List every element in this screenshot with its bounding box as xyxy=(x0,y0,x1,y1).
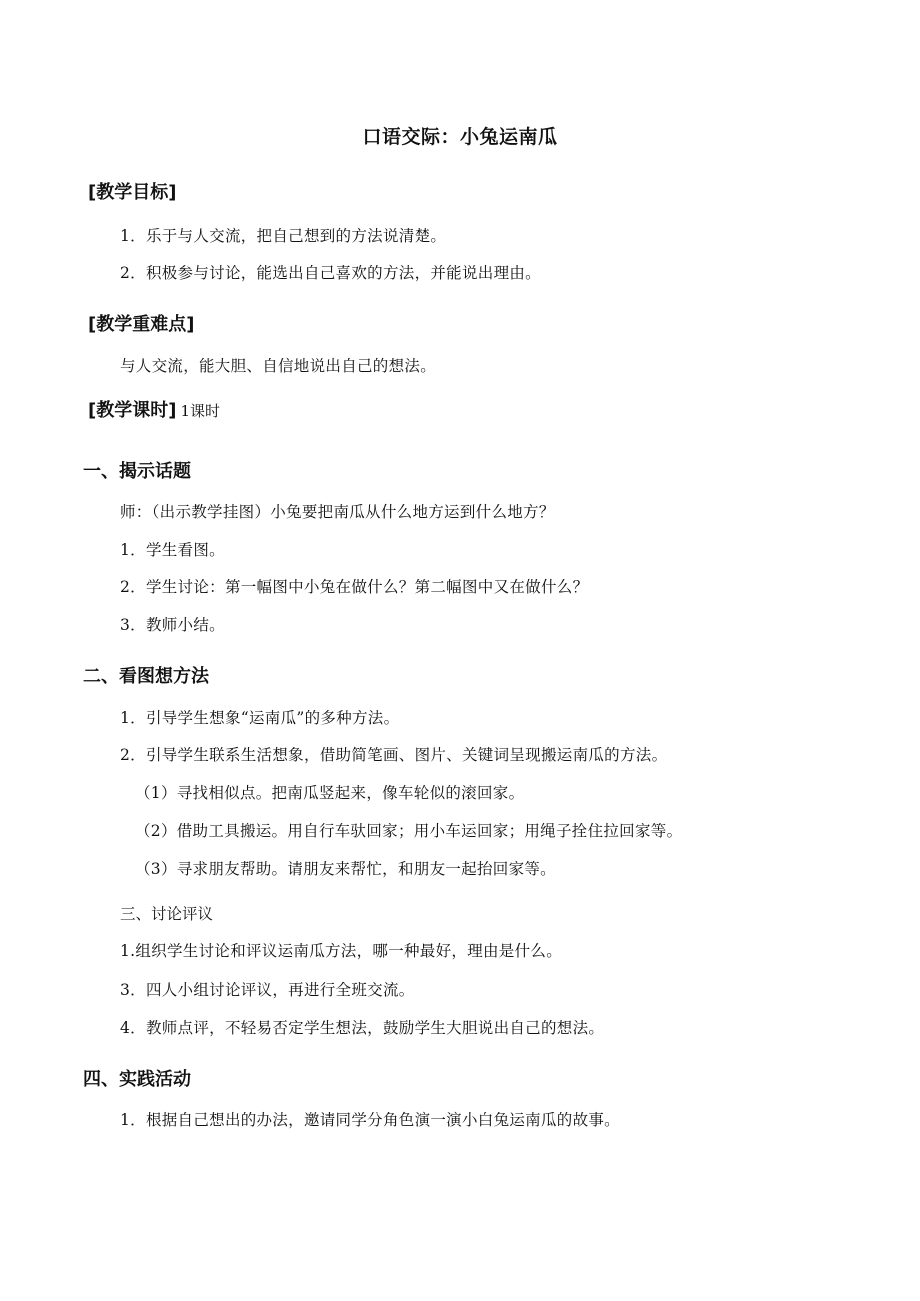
key-points-text: 与人交流，能大胆、自信地说出自己的想法。 xyxy=(120,357,437,375)
objective-item-1: 1．乐于与人交流，把自己想到的方法说清楚。 xyxy=(120,227,447,245)
section-2-item-1: 1．引导学生想象“运南瓜”的多种方法。 xyxy=(120,709,400,727)
section-3-item-3: 4．教师点评，不轻易否定学生想法，鼓励学生大胆说出自己的想法。 xyxy=(120,1019,605,1037)
section-3-item-1: 1.组织学生讨论和评议运南瓜方法，哪一种最好，理由是什么。 xyxy=(120,942,562,960)
section-2-subitem-2: （2）借助工具搬运。用自行车驮回家；用小车运回家；用绳子拴住拉回家等。 xyxy=(135,822,683,840)
section-2-subitem-1: （1）寻找相似点。把南瓜竖起来，像车轮似的滚回家。 xyxy=(135,784,525,802)
hours-value: 1课时 xyxy=(180,402,220,420)
section-1-heading: 一、揭示话题 xyxy=(83,461,191,482)
hours-row xyxy=(88,402,220,420)
objective-item-2: 2．积极参与讨论，能选出自己喜欢的方法，并能说出理由。 xyxy=(120,264,541,282)
section-3-heading: 三、讨论评议 xyxy=(120,905,214,923)
section-2-subitem-3: （3）寻求朋友帮助。请朋友来帮忙，和朋友一起抬回家等。 xyxy=(135,860,556,878)
section-4-item-1: 1．根据自己想出的办法，邀请同学分角色演一演小白兔运南瓜的故事。 xyxy=(120,1111,620,1129)
section-3-item-2: 3．四人小组讨论评议，再进行全班交流。 xyxy=(120,981,415,999)
hours-heading: [教学课时] xyxy=(88,400,177,421)
section-2-item-2: 2．引导学生联系生活想象，借助简笔画、图片、关键词呈现搬运南瓜的方法。 xyxy=(120,746,668,764)
key-points-heading: [教学重难点] xyxy=(88,314,195,335)
section-1-teacher: 师：（出示教学挂图）小兔要把南瓜从什么地方运到什么地方？ xyxy=(120,503,555,521)
section-1-item-3: 3．教师小结。 xyxy=(120,616,225,634)
section-2-heading: 二、看图想方法 xyxy=(83,666,209,687)
section-1-item-1: 1．学生看图。 xyxy=(120,541,225,559)
section-1-item-2: 2．学生讨论：第一幅图中小兔在做什么？第二幅图中又在做什么？ xyxy=(120,578,589,596)
section-4-heading: 四、实践活动 xyxy=(83,1069,191,1090)
objectives-heading: [教学目标] xyxy=(88,182,177,203)
document-title: 口语交际：小兔运南瓜 xyxy=(362,126,558,148)
